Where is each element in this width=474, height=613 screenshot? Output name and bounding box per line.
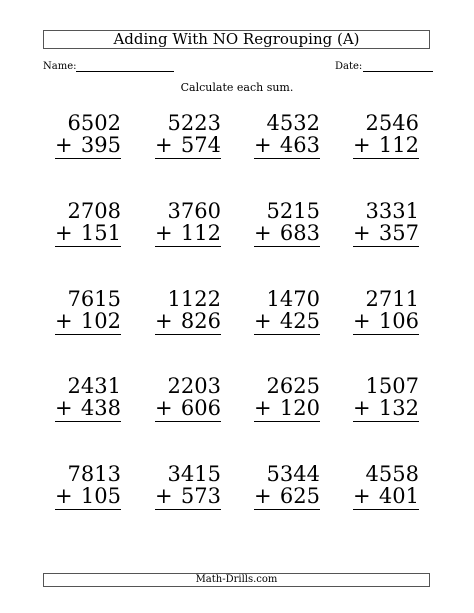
name-label: Name: (43, 61, 77, 72)
plus-sign: + (254, 133, 272, 157)
addend-bottom: 425 (279, 309, 320, 333)
problem-12 (55, 375, 121, 423)
plus-sign: + (254, 396, 272, 420)
answer-line (353, 509, 419, 510)
addend-top: 4558 (365, 462, 419, 486)
date-label: Date: (335, 61, 363, 72)
problem-7 (353, 200, 419, 248)
answer-line (254, 421, 320, 422)
plus-sign: + (353, 484, 371, 508)
answer-line (55, 158, 121, 159)
addend-bottom: 395 (80, 133, 121, 157)
addend-top: 3415 (167, 462, 221, 486)
answer-line (155, 158, 221, 159)
problem-19 (353, 463, 419, 511)
addend-top: 2431 (67, 374, 121, 398)
name-blank-line (76, 71, 174, 72)
addend-bottom: 102 (80, 309, 121, 333)
addend-bottom: 357 (378, 221, 419, 245)
addend-top: 3331 (365, 199, 419, 223)
addend-top: 1507 (365, 374, 419, 398)
plus-sign: + (353, 221, 371, 245)
problem-4 (55, 200, 121, 248)
problem-14 (254, 375, 320, 423)
plus-sign: + (55, 309, 73, 333)
problem-6 (254, 200, 320, 248)
plus-sign: + (155, 133, 173, 157)
problem-10 (254, 288, 320, 336)
plus-sign: + (55, 133, 73, 157)
plus-sign: + (353, 309, 371, 333)
problem-18 (254, 463, 320, 511)
problem-0 (55, 112, 121, 160)
problem-9 (155, 288, 221, 336)
addend-top: 1470 (266, 287, 320, 311)
plus-sign: + (155, 309, 173, 333)
answer-line (254, 334, 320, 335)
plus-sign: + (155, 396, 173, 420)
answer-line (55, 509, 121, 510)
addend-top: 2546 (365, 111, 419, 135)
addend-bottom: 132 (378, 396, 419, 420)
addend-top: 5215 (266, 199, 320, 223)
problem-15 (353, 375, 419, 423)
addend-bottom: 120 (279, 396, 320, 420)
worksheet-title (43, 30, 430, 49)
addend-bottom: 683 (279, 221, 320, 245)
problem-2 (254, 112, 320, 160)
answer-line (155, 334, 221, 335)
plus-sign: + (55, 221, 73, 245)
addend-top: 2708 (67, 199, 121, 223)
plus-sign: + (353, 396, 371, 420)
addend-bottom: 106 (378, 309, 419, 333)
addend-top: 4532 (266, 111, 320, 135)
answer-line (55, 334, 121, 335)
plus-sign: + (55, 396, 73, 420)
addend-top: 2711 (365, 287, 419, 311)
plus-sign: + (155, 484, 173, 508)
addend-top: 6502 (67, 111, 121, 135)
plus-sign: + (353, 133, 371, 157)
problem-8 (55, 288, 121, 336)
answer-line (353, 421, 419, 422)
problem-1 (155, 112, 221, 160)
addend-bottom: 105 (80, 484, 121, 508)
footer (43, 573, 430, 587)
plus-sign: + (55, 484, 73, 508)
answer-line (353, 334, 419, 335)
plus-sign: + (155, 221, 173, 245)
addend-top: 7813 (67, 462, 121, 486)
addend-top: 2625 (266, 374, 320, 398)
addend-bottom: 625 (279, 484, 320, 508)
answer-line (353, 158, 419, 159)
answer-line (55, 421, 121, 422)
answer-line (155, 246, 221, 247)
addend-top: 1122 (167, 287, 221, 311)
answer-line (353, 246, 419, 247)
addend-top: 2203 (167, 374, 221, 398)
problem-5 (155, 200, 221, 248)
addend-bottom: 573 (180, 484, 221, 508)
plus-sign: + (254, 221, 272, 245)
addend-bottom: 438 (80, 396, 121, 420)
answer-line (155, 421, 221, 422)
answer-line (55, 246, 121, 247)
addend-top: 3760 (167, 199, 221, 223)
instructions: Calculate each sum. (180, 81, 294, 94)
addend-bottom: 463 (279, 133, 320, 157)
problem-3 (353, 112, 419, 160)
worksheet-title-text: Adding With NO Regrouping (A) (113, 30, 360, 48)
addend-bottom: 112 (180, 221, 221, 245)
addend-bottom: 606 (180, 396, 221, 420)
addend-bottom: 574 (180, 133, 221, 157)
problem-16 (55, 463, 121, 511)
answer-line (254, 509, 320, 510)
plus-sign: + (254, 309, 272, 333)
addend-bottom: 826 (180, 309, 221, 333)
addend-top: 5223 (167, 111, 221, 135)
answer-line (254, 246, 320, 247)
problem-11 (353, 288, 419, 336)
answer-line (254, 158, 320, 159)
problem-13 (155, 375, 221, 423)
problem-17 (155, 463, 221, 511)
addend-bottom: 401 (378, 484, 419, 508)
answer-line (155, 509, 221, 510)
addend-top: 7615 (67, 287, 121, 311)
addend-bottom: 112 (378, 133, 419, 157)
addend-bottom: 151 (80, 221, 121, 245)
addend-top: 5344 (266, 462, 320, 486)
plus-sign: + (254, 484, 272, 508)
date-blank-line (363, 71, 433, 72)
footer-text: Math-Drills.com (195, 574, 278, 585)
